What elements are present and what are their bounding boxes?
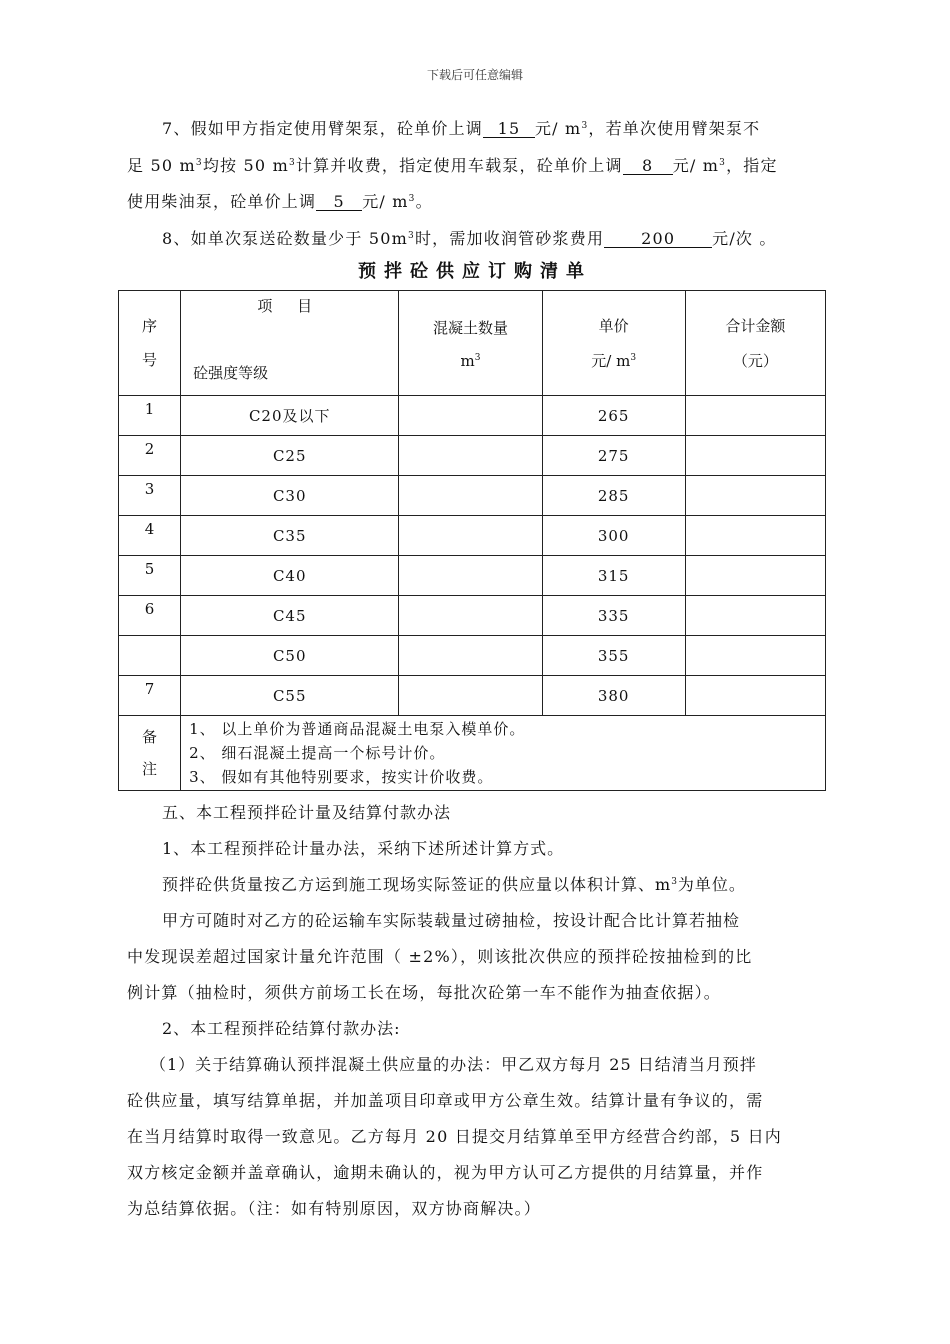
clause-8	[162, 226, 862, 249]
grade-cell: C30	[181, 476, 399, 516]
notes-cell	[181, 716, 826, 791]
order-table	[118, 290, 826, 791]
grade-label: 砼强度等级	[193, 364, 269, 382]
mortar-fee: 200	[604, 230, 712, 248]
table-header-row	[119, 291, 826, 396]
text: 单价	[598, 317, 629, 335]
seq-cell: 3	[119, 476, 181, 516]
table-row	[119, 556, 826, 596]
text: 元/ m	[672, 156, 720, 175]
price-header	[542, 291, 685, 396]
table-row	[119, 596, 826, 636]
price-cell: 285	[542, 476, 685, 516]
total-cell	[685, 636, 825, 676]
diesel-pump-surcharge: 5	[316, 193, 362, 211]
sup: 3	[671, 877, 678, 887]
price-cell: 265	[542, 396, 685, 436]
price-cell: 355	[542, 636, 685, 676]
section-5-1: 1、本工程预拌砼计量办法，采纳下述所述计算方式。	[162, 839, 565, 858]
seq-cell: 7	[119, 676, 181, 716]
text: 合计金额	[725, 317, 786, 335]
total-cell	[685, 676, 825, 716]
text: 为单位。	[677, 875, 746, 894]
sup: 3	[630, 353, 637, 363]
check-paragraph-line-2: 中发现误差超过国家计量允许范围（ ±2%），则该批次供应的预拌砼按抽检到的比	[127, 947, 753, 966]
grade-cell: C55	[181, 676, 399, 716]
text: 混凝土数量	[432, 318, 508, 337]
seq-header	[119, 291, 181, 396]
qty-cell	[399, 396, 542, 436]
clause-7-line-1	[162, 116, 862, 139]
text: 8、如单次泵送砼数量少于 50m	[162, 229, 408, 248]
check-paragraph-line-3: 例计算（抽检时，须供方前场工长在场，每批次砼第一车不能作为抽查依据）。	[127, 983, 722, 1002]
qty-cell	[399, 636, 542, 676]
text: ，若单次使用臂架泵不	[588, 119, 761, 138]
sup: 3	[474, 352, 481, 363]
total-cell	[685, 516, 825, 556]
total-cell	[685, 436, 825, 476]
total-cell	[685, 556, 825, 596]
sup: 3	[719, 158, 727, 168]
text: 备	[142, 728, 158, 746]
item-label: 项 目	[257, 297, 323, 315]
table-row	[119, 636, 826, 676]
price-cell: 300	[542, 516, 685, 556]
qty-header	[399, 291, 542, 396]
seq-cell: 5	[119, 556, 181, 596]
text: 元/ m	[534, 119, 582, 138]
notes-row	[119, 716, 826, 791]
text: 元/ m	[362, 192, 409, 211]
clause-7-line-3	[127, 189, 827, 212]
check-paragraph-line-1: 甲方可随时对乙方的砼运输车实际装载量过磅抽检，按设计配合比计算若抽检	[162, 911, 741, 930]
grade-cell: C35	[181, 516, 399, 556]
total-cell	[685, 396, 825, 436]
sup: 3	[408, 231, 415, 241]
text: 元/ m	[591, 352, 631, 370]
table-row	[119, 676, 826, 716]
text: 。	[415, 192, 433, 211]
grade-cell: C50	[181, 636, 399, 676]
section-5-title: 五、本工程预拌砼计量及结算付款办法	[162, 803, 452, 822]
page-header: 下载后可任意编辑	[426, 68, 523, 82]
sup: 3	[195, 158, 203, 168]
qty-cell	[399, 476, 542, 516]
seq-cell: 6	[119, 596, 181, 636]
total-cell	[685, 596, 825, 636]
price-cell: 315	[542, 556, 685, 596]
text: 足 50 m	[127, 156, 196, 175]
settle-paragraph-line-5: 为总结算依据。（注：如有特别原因，双方协商解决。）	[127, 1199, 542, 1218]
note-item: 3、 假如有其他特别要求，按实计价收费。	[189, 768, 494, 786]
text: 号	[142, 351, 158, 369]
grade-cell: C40	[181, 556, 399, 596]
note-item: 1、 以上单价为普通商品混凝土电泵入模单价。	[189, 720, 526, 738]
seq-cell: 1	[119, 396, 181, 436]
grade-cell: C45	[181, 596, 399, 636]
note-item: 2、 细石混凝土提高一个标号计价。	[189, 744, 446, 762]
qty-cell	[399, 556, 542, 596]
seq-cell: 2	[119, 436, 181, 476]
seq-cell: 4	[119, 516, 181, 556]
qty-cell	[399, 676, 542, 716]
settle-paragraph-line-3: 在当月结算时取得一致意见。乙方每月 20 日提交月结算单至甲方经营合约部，5 日内	[127, 1127, 782, 1146]
truck-pump-surcharge: 8	[623, 157, 673, 175]
settle-paragraph-line-1: （1）关于结算确认预拌混凝土供应量的办法：甲乙双方每月 25 日结清当月预拌	[150, 1055, 757, 1074]
table-row	[119, 476, 826, 516]
text: ，指定	[726, 156, 778, 175]
text: 元/次 。	[712, 229, 777, 248]
qty-cell	[399, 516, 542, 556]
table-row	[119, 516, 826, 556]
clause-7-line-2	[127, 153, 827, 176]
settle-paragraph-line-4: 双方核定金额并盖章确认，逾期未确认的，视为甲方认可乙方提供的月结算量，并作	[127, 1163, 764, 1182]
table-row	[119, 436, 826, 476]
pump-arm-surcharge: 15	[483, 120, 535, 138]
qty-cell	[399, 596, 542, 636]
price-cell: 275	[542, 436, 685, 476]
item-header	[181, 291, 399, 396]
sup: 3	[408, 194, 416, 204]
qty-cell	[399, 436, 542, 476]
text: m	[460, 351, 475, 370]
total-cell	[685, 476, 825, 516]
seq-cell	[119, 636, 181, 676]
total-header	[685, 291, 825, 396]
settle-paragraph-line-2: 砼供应量，填写结算单据，并加盖项目印章或甲方公章生效。结算计量有争议的，需	[127, 1091, 764, 1110]
text: 注	[142, 760, 158, 778]
text: 均按 50 m	[202, 156, 289, 175]
table-row	[119, 396, 826, 436]
notes-header	[119, 716, 181, 791]
grade-cell: C25	[181, 436, 399, 476]
grade-cell: C20及以下	[181, 396, 399, 436]
text: （元）	[732, 352, 778, 370]
sup: 3	[581, 121, 589, 131]
section-5-2: 2、本工程预拌砼结算付款办法:	[162, 1019, 401, 1038]
text: 使用柴油泵，砼单价上调	[127, 192, 317, 211]
section-5-1-body	[162, 872, 746, 895]
price-cell: 335	[542, 596, 685, 636]
table-title: 预拌砼供应订购清单	[358, 261, 592, 282]
text: 计算并收费，指定使用车载泵，砼单价上调	[295, 156, 623, 175]
text: 时，需加收润管砂浆费用	[414, 229, 605, 248]
text: 预拌砼供货量按乙方运到施工现场实际签证的供应量以体积计算、m	[162, 875, 672, 894]
text: 序	[142, 317, 158, 335]
text: 7、假如甲方指定使用臂架泵，砼单价上调	[162, 119, 483, 138]
price-cell: 380	[542, 676, 685, 716]
sup: 3	[288, 158, 296, 168]
